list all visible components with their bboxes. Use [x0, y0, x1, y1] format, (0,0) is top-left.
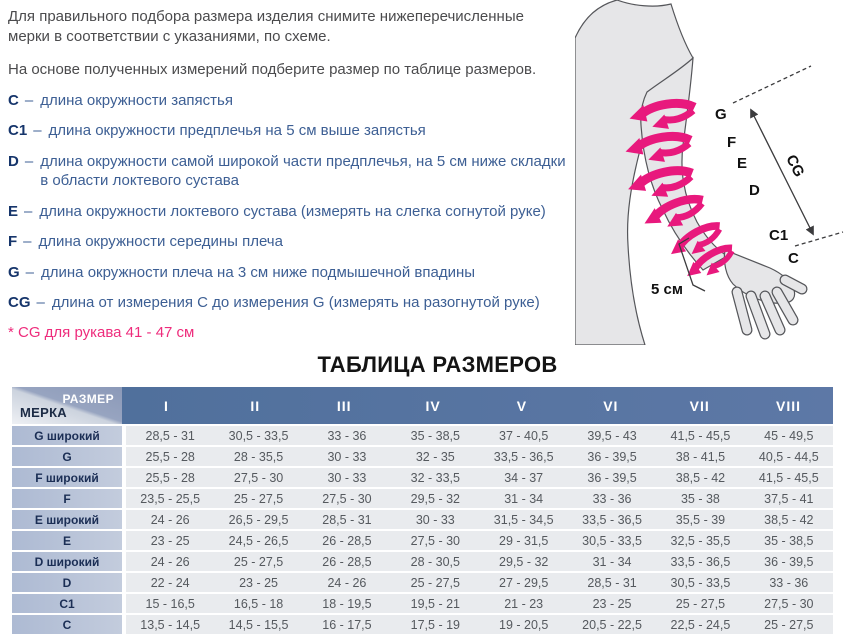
size-value-cell: 32,5 - 35,5 — [670, 533, 731, 548]
row-values — [126, 594, 833, 613]
table-row — [12, 510, 833, 529]
measurement-item — [8, 121, 568, 141]
size-value-cell: 45 - 49,5 — [764, 428, 814, 443]
size-value-cell: 26 - 28,5 — [322, 554, 372, 569]
row-label: G широкий — [12, 426, 122, 445]
size-value-cell: 20,5 - 22,5 — [582, 617, 642, 632]
size-value-cell: 27,5 - 30 — [233, 470, 284, 485]
size-value-cell: 21 - 23 — [504, 596, 544, 611]
size-value-cell: 22,5 - 24,5 — [670, 617, 731, 632]
size-value-cell: 24 - 26 — [327, 575, 367, 590]
row-label: D — [12, 573, 122, 592]
row-values — [126, 489, 833, 508]
size-value-cell: 36 - 39,5 — [764, 554, 814, 569]
size-value-cell: 27,5 - 30 — [410, 533, 460, 548]
size-value-cell: 23,5 - 25,5 — [140, 491, 201, 506]
size-value-cell: 25 - 27,5 — [675, 596, 726, 611]
size-value-cell: 30,5 - 33,5 — [670, 575, 731, 590]
diagram-label-c: C — [788, 250, 799, 267]
extension-line-top — [733, 66, 811, 103]
size-value-cell: 38 - 41,5 — [675, 449, 726, 464]
size-value-cell: 13,5 - 14,5 — [140, 617, 201, 632]
size-column-header: V — [516, 397, 528, 414]
size-value-cell: 33 - 36 — [592, 491, 632, 506]
size-column-header: VI — [603, 397, 619, 414]
size-value-cell: 28,5 - 31 — [322, 512, 372, 527]
sleeve-note: * CG для рукава 41 - 47 см — [8, 323, 195, 341]
table-row — [12, 573, 833, 592]
size-table — [12, 387, 833, 634]
corner-label-size: РАЗМЕР — [62, 392, 114, 406]
size-value-cell: 29 - 31,5 — [499, 533, 549, 548]
row-label: F — [12, 489, 122, 508]
measurement-dash: – — [24, 152, 34, 170]
size-value-cell: 16 - 17,5 — [322, 617, 372, 632]
size-value-cell: 25,5 - 28 — [145, 470, 195, 485]
size-value-cell: 25 - 27,5 — [410, 575, 460, 590]
cg-arrow-label: CG — [782, 152, 808, 180]
size-value-cell: 40,5 - 44,5 — [758, 449, 819, 464]
size-value-cell: 28,5 - 31 — [587, 575, 637, 590]
row-values — [126, 426, 833, 445]
size-value-cell: 33 - 36 — [327, 428, 367, 443]
row-label: C1 — [12, 594, 122, 613]
size-value-cell: 25 - 27,5 — [233, 491, 284, 506]
size-value-cell: 14,5 - 15,5 — [228, 617, 289, 632]
size-value-cell: 33,5 - 36,5 — [670, 554, 731, 569]
size-value-cell: 33,5 - 36,5 — [493, 449, 554, 464]
size-value-cell: 15 - 16,5 — [145, 596, 195, 611]
size-column-header: VII — [689, 397, 710, 414]
size-value-cell: 33 - 36 — [769, 575, 809, 590]
row-label: E — [12, 531, 122, 550]
measurement-item — [8, 202, 568, 222]
table-row — [12, 615, 833, 634]
size-column-header: I — [163, 397, 169, 414]
size-value-cell: 30 - 33 — [415, 512, 455, 527]
measurement-code: E — [8, 202, 19, 220]
table-row — [12, 426, 833, 445]
size-column-header: III — [336, 397, 352, 414]
size-value-cell: 30 - 33 — [327, 470, 367, 485]
size-value-cell: 32 - 35 — [415, 449, 455, 464]
size-value-cell: 36 - 39,5 — [587, 449, 637, 464]
table-body — [12, 426, 833, 634]
row-values — [126, 447, 833, 466]
size-value-cell: 37 - 40,5 — [499, 428, 549, 443]
table-row — [12, 552, 833, 571]
size-value-cell: 23 - 25 — [150, 533, 190, 548]
size-value-cell: 36 - 39,5 — [587, 470, 637, 485]
table-row — [12, 594, 833, 613]
table-header-row — [122, 387, 833, 424]
size-value-cell: 35,5 - 39 — [675, 512, 726, 527]
measurement-description: длина окружности самой широкой части предплечья, на 5 см ниже складки в области локтевого сустава — [40, 152, 566, 190]
size-value-cell: 19 - 20,5 — [499, 617, 549, 632]
scale-label: 5 см — [651, 281, 683, 298]
diagram-label-g: G — [715, 106, 727, 123]
measurement-code: C1 — [8, 122, 28, 140]
size-value-cell: 25 - 27,5 — [764, 617, 814, 632]
size-value-cell: 37,5 - 41 — [764, 491, 814, 506]
measurement-item — [8, 263, 568, 283]
measurement-code: D — [8, 152, 19, 170]
size-value-cell: 23 - 25 — [239, 575, 279, 590]
table-header — [12, 387, 833, 424]
size-value-cell: 38,5 - 42 — [675, 470, 726, 485]
size-value-cell: 18 - 19,5 — [322, 596, 372, 611]
size-value-cell: 26 - 28,5 — [322, 533, 372, 548]
measurement-description: длина окружности запястья — [40, 91, 233, 109]
size-value-cell: 25 - 27,5 — [233, 554, 284, 569]
size-value-cell: 17,5 - 19 — [410, 617, 460, 632]
measurement-code: G — [8, 263, 20, 281]
size-value-cell: 27,5 - 30 — [322, 491, 372, 506]
row-label: G — [12, 447, 122, 466]
row-values — [126, 510, 833, 529]
table-row — [12, 447, 833, 466]
measurement-code: CG — [8, 294, 31, 312]
measurement-list — [8, 91, 571, 313]
measurement-description: длина окружности предплечья на 5 см выше запястья — [48, 122, 426, 140]
row-values — [126, 531, 833, 550]
size-value-cell: 29,5 - 32 — [499, 554, 549, 569]
measurement-dash: – — [24, 91, 34, 109]
size-value-cell: 30,5 - 33,5 — [582, 533, 642, 548]
size-value-cell: 16,5 - 18 — [233, 596, 284, 611]
table-row — [12, 489, 833, 508]
diagram-column — [575, 0, 845, 345]
size-value-cell: 38,5 - 42 — [764, 512, 814, 527]
diagram-label-d: D — [749, 182, 760, 199]
size-value-cell: 28 - 35,5 — [233, 449, 284, 464]
size-value-cell: 27,5 - 30 — [764, 596, 814, 611]
intro-paragraph-2: На основе полученных измерений подберите размер по таблице размеров. — [8, 60, 537, 78]
size-value-cell: 29,5 - 32 — [410, 491, 460, 506]
size-value-cell: 41,5 - 45,5 — [670, 428, 731, 443]
extension-line-bottom — [795, 232, 843, 246]
size-value-cell: 35 - 38,5 — [764, 533, 814, 548]
size-value-cell: 28,5 - 31 — [145, 428, 195, 443]
size-value-cell: 24 - 26 — [150, 554, 190, 569]
size-column-header: VIII — [776, 397, 802, 414]
size-value-cell: 31,5 - 34,5 — [493, 512, 554, 527]
measurement-dash: – — [36, 294, 45, 312]
size-value-cell: 23 - 25 — [592, 596, 632, 611]
size-value-cell: 24 - 26 — [150, 512, 190, 527]
table-row — [12, 531, 833, 550]
size-value-cell: 41,5 - 45,5 — [758, 470, 819, 485]
size-value-cell: 35 - 38,5 — [410, 428, 460, 443]
measurement-code: C — [8, 91, 19, 109]
measurement-dash: – — [24, 202, 33, 220]
measurement-code: F — [8, 233, 18, 251]
measurement-dash: – — [33, 122, 42, 140]
row-label: E широкий — [12, 510, 122, 529]
size-value-cell: 30,5 - 33,5 — [228, 428, 289, 443]
measurement-description: длина окружности локтевого сустава (измерять на слегка согнутой руке) — [39, 202, 546, 220]
measurement-description: длина окружности плеча на 3 см ниже подмышечной впадины — [41, 263, 476, 281]
corner-label-measure: МЕРКА — [20, 405, 67, 420]
row-label: F широкий — [12, 468, 122, 487]
row-values — [126, 573, 833, 592]
measurement-item — [8, 91, 568, 111]
size-value-cell: 32 - 33,5 — [410, 470, 460, 485]
row-values — [126, 468, 833, 487]
size-value-cell: 22 - 24 — [150, 575, 190, 590]
size-value-cell: 34 - 37 — [504, 470, 544, 485]
row-values — [126, 615, 833, 634]
measurement-dash: – — [23, 233, 32, 251]
diagram-label-c1: C1 — [769, 227, 789, 244]
row-label: C — [12, 615, 122, 634]
size-value-cell: 35 - 38 — [680, 491, 720, 506]
measurement-description: длина окружности середины плеча — [38, 233, 283, 251]
size-column-header: IV — [425, 397, 441, 414]
corner-cell — [12, 387, 122, 424]
measurement-description: длина от измерения C до измерения G (измерять на разогнутой руке) — [51, 294, 540, 312]
size-value-cell: 24,5 - 26,5 — [228, 533, 289, 548]
row-values — [126, 552, 833, 571]
table-title: ТАБЛИЦА РАЗМЕРОВ — [317, 352, 558, 377]
measurement-item — [8, 232, 568, 252]
measurement-dash: – — [25, 263, 35, 281]
size-value-cell: 30 - 33 — [327, 449, 367, 464]
measurement-item — [8, 152, 568, 191]
arm-measurement-diagram — [575, 0, 845, 345]
size-value-cell: 31 - 34 — [504, 491, 544, 506]
row-label: D широкий — [12, 552, 122, 571]
measurement-item — [8, 293, 568, 313]
size-column-header: II — [250, 397, 261, 414]
size-value-cell: 33,5 - 36,5 — [582, 512, 642, 527]
diagram-label-e: E — [737, 155, 748, 172]
table-row — [12, 468, 833, 487]
size-value-cell: 27 - 29,5 — [499, 575, 549, 590]
instructions-column — [0, 0, 575, 348]
size-value-cell: 26,5 - 29,5 — [228, 512, 289, 527]
size-value-cell: 39,5 - 43 — [587, 428, 637, 443]
size-value-cell: 28 - 30,5 — [410, 554, 460, 569]
size-value-cell: 19,5 - 21 — [410, 596, 460, 611]
size-value-cell: 25,5 - 28 — [145, 449, 195, 464]
size-value-cell: 31 - 34 — [592, 554, 632, 569]
diagram-label-f: F — [727, 134, 737, 151]
intro-paragraph-1: Для правильного подбора размера изделия снимите нижеперечисленные мерки в соответствии с указаниями, по схеме. — [8, 8, 524, 45]
